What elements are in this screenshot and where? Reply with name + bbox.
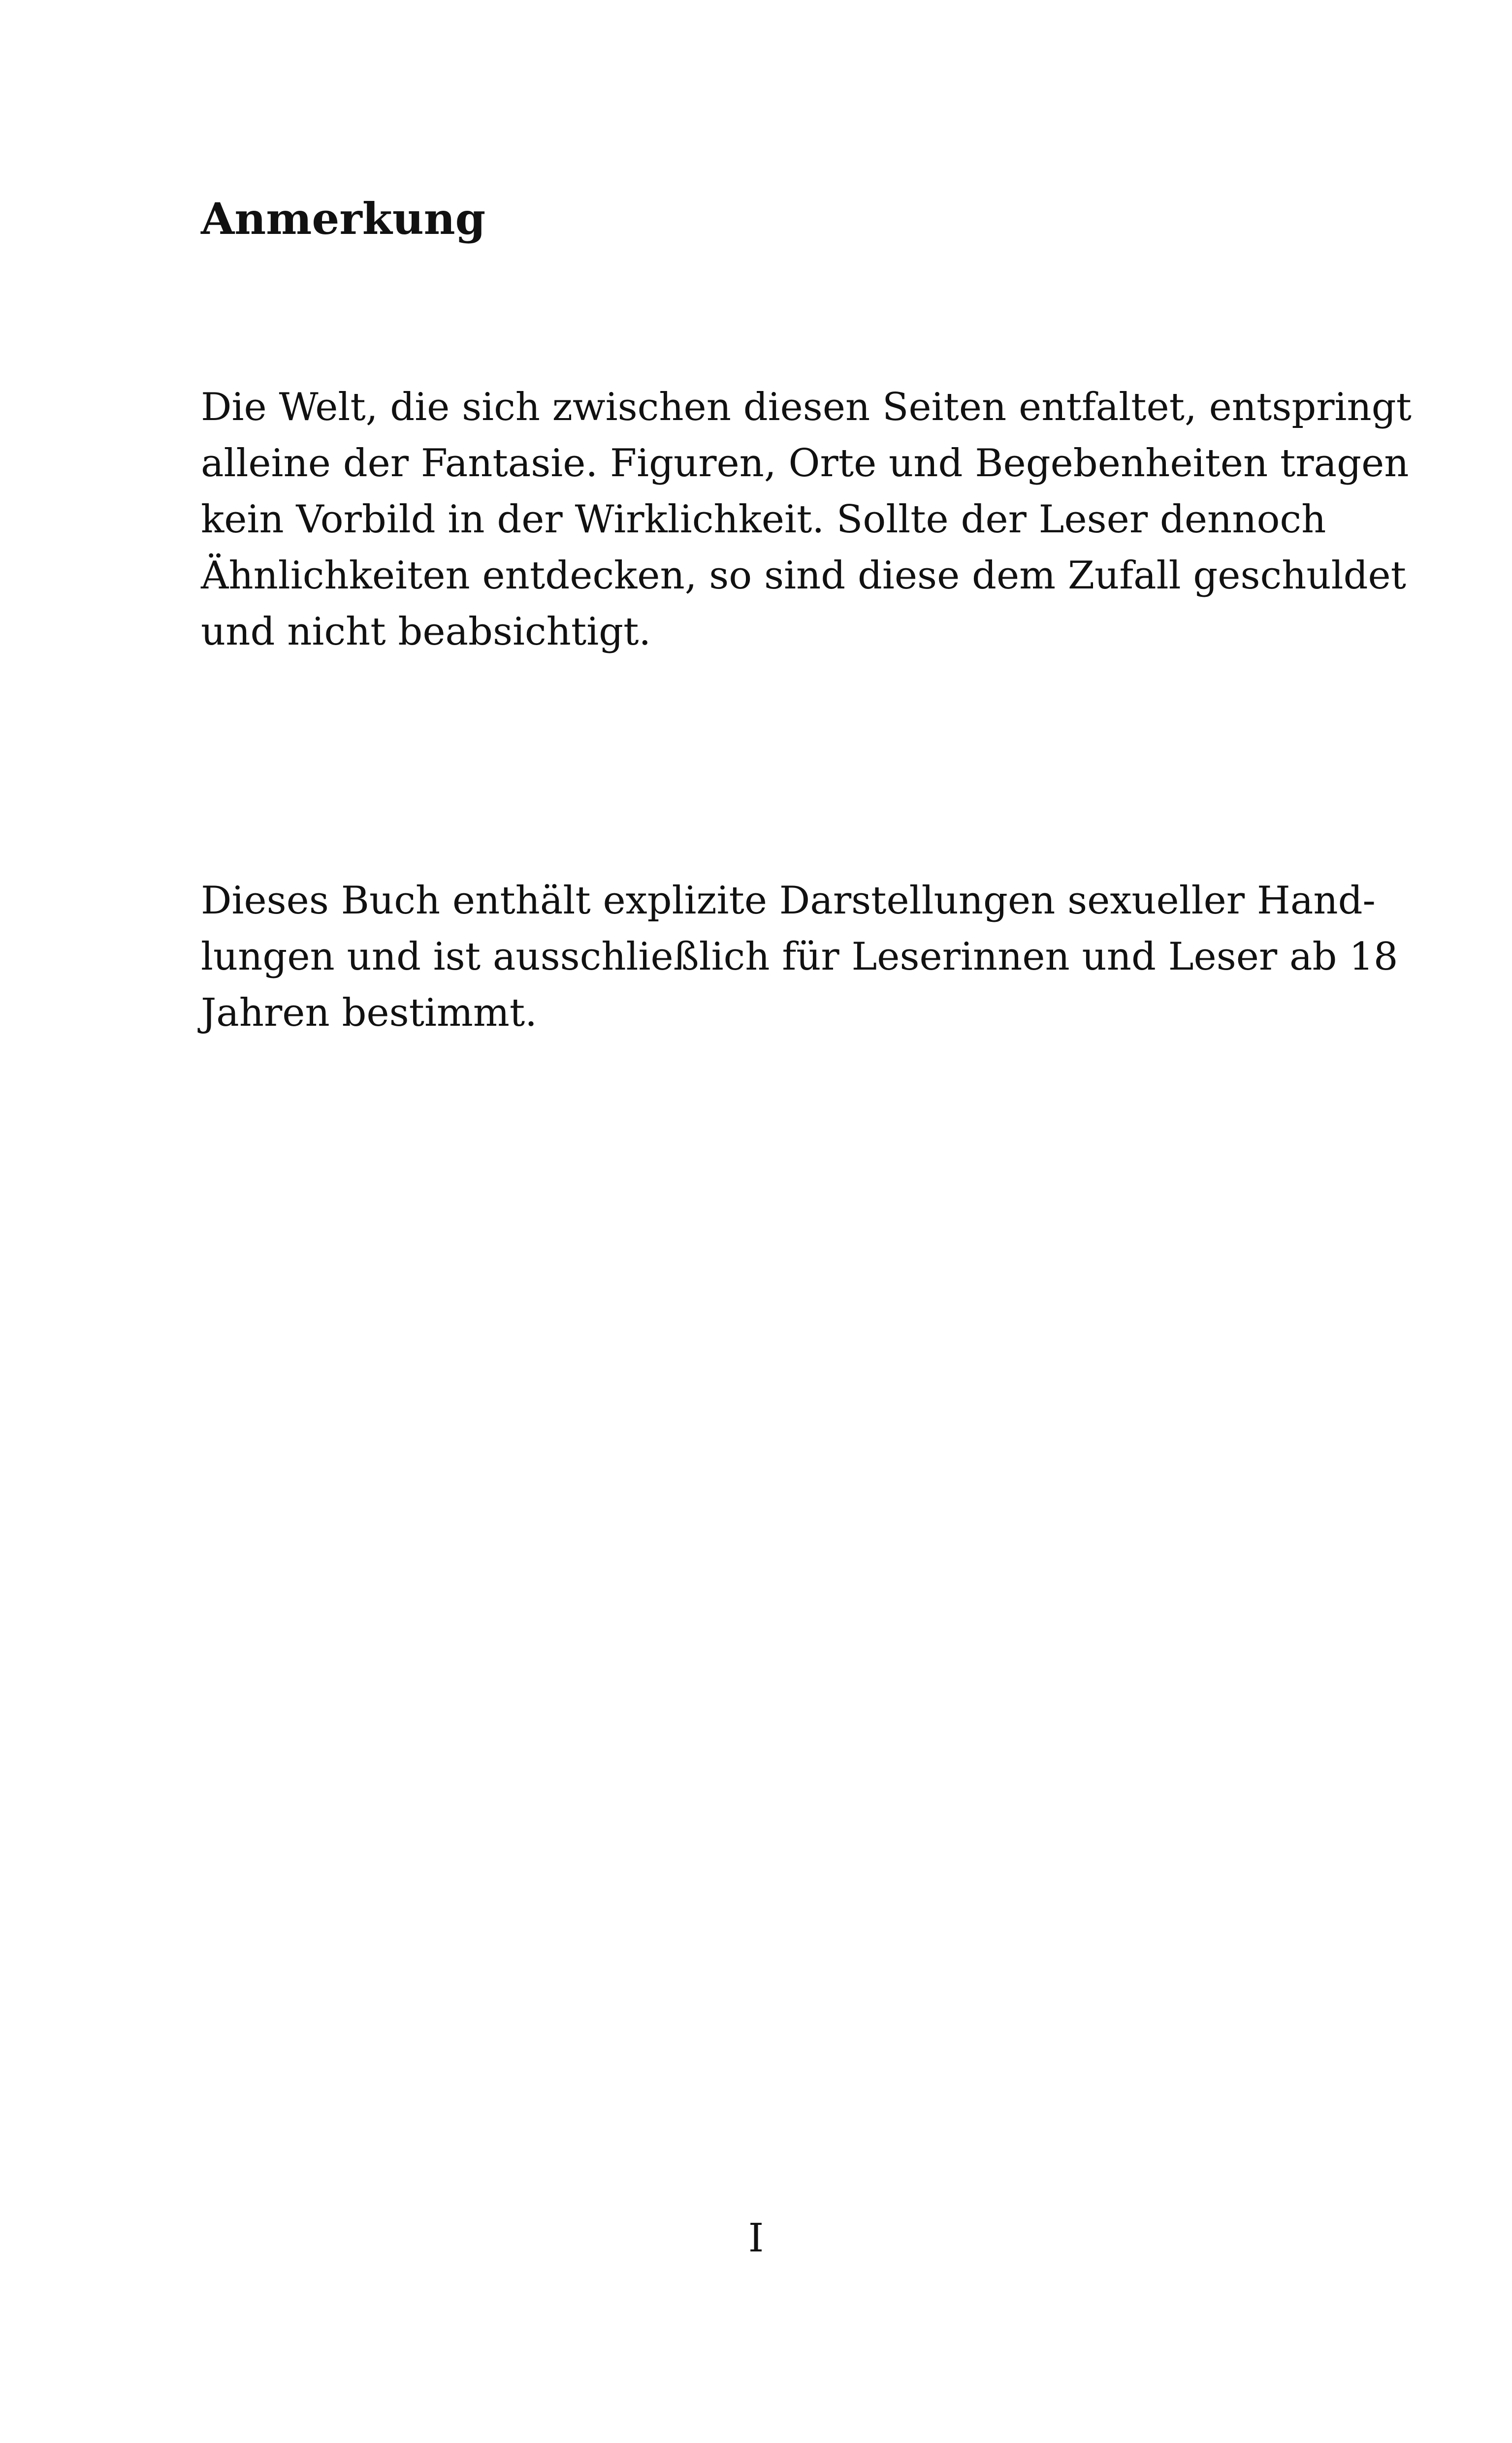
paragraph-line: Ähnlichkeiten entdecken, so sind diese dem Zufall geschuldet (201, 554, 1407, 598)
paragraph-line: lungen und ist ausschließlich für Leserinnen und Leser ab 18 (201, 935, 1398, 979)
page-heading: Anmerkung (201, 193, 486, 244)
paragraph-line: Dieses Buch enthält explizite Darstellungen sexueller Hand- (201, 879, 1376, 923)
disclaimer-paragraph (201, 379, 1412, 660)
content-warning-paragraph (201, 873, 1398, 1041)
paragraph-line: alleine der Fantasie. Figuren, Orte und Begebenheiten tragen (201, 441, 1409, 486)
paragraph-line: und nicht beabsichtigt. (201, 610, 651, 654)
paragraph-line: kein Vorbild in der Wirklichkeit. Sollte der Leser dennoch (201, 497, 1326, 542)
paragraph-line: Die Welt, die sich zwischen diesen Seiten entfaltet, entspringt (201, 385, 1412, 429)
page-number: I (748, 2215, 764, 2261)
paragraph-line: Jahren bestimmt. (201, 991, 537, 1035)
